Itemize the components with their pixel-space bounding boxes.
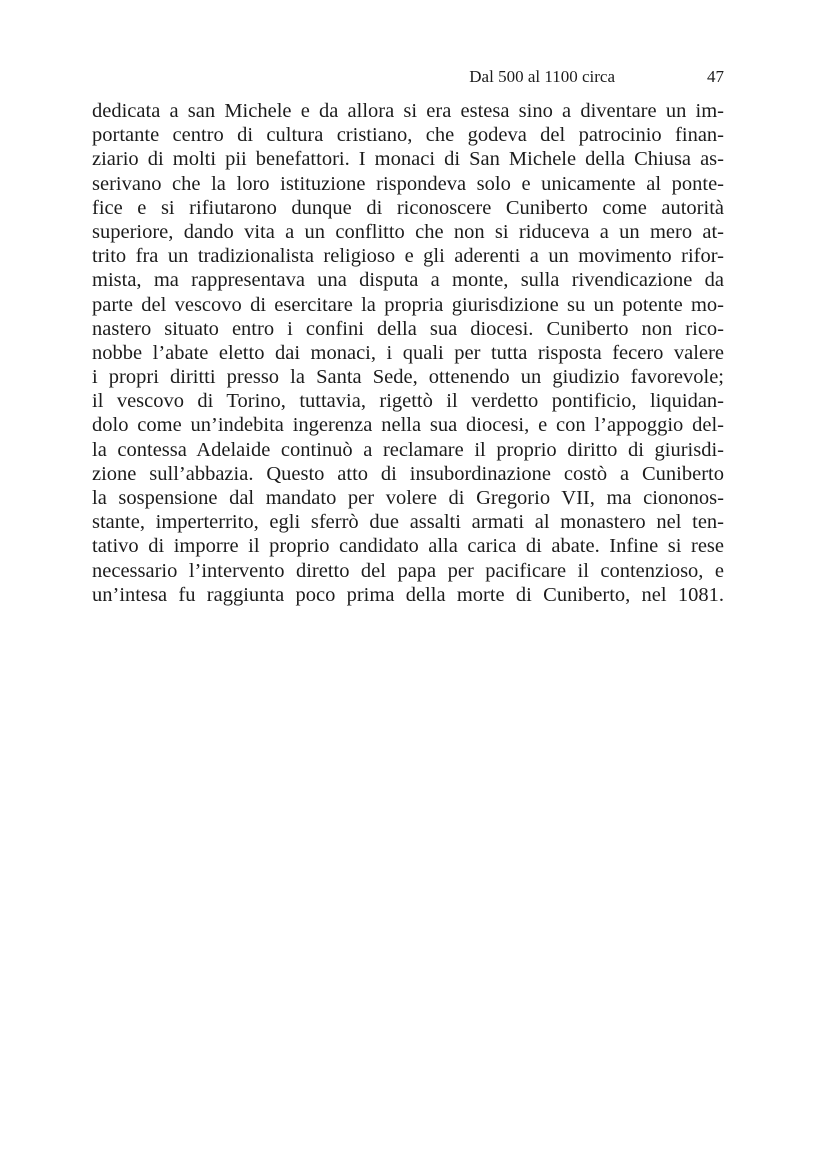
text-line: il vescovo di Torino, tuttavia, rigettò il verdetto pontificio, liquidan- (92, 390, 724, 413)
text-line: mista, ma rappresentava una disputa a monte, sulla rivendicazione da (92, 269, 724, 292)
text-line: un’intesa fu raggiunta poco prima della morte di Cuniberto, nel 1081. (92, 583, 724, 606)
text-line: fice e si rifiutarono dunque di riconoscere Cuniberto come autorità (92, 196, 724, 219)
text-line: tativo di imporre il proprio candidato alla carica di abate. Infine si rese (92, 535, 724, 558)
text-line: necessario l’intervento diretto del papa per pacificare il contenzioso, e (92, 559, 724, 582)
running-title: Dal 500 al 1100 circa (469, 67, 615, 86)
text-line: nastero situato entro i confini della sua diocesi. Cuniberto non rico- (92, 317, 724, 340)
page-number: 47 (707, 67, 724, 86)
text-line: nobbe l’abate eletto dai monaci, i quali per tutta risposta fecero valere (92, 341, 724, 364)
text-line: superiore, dando vita a un conflitto che non si riduceva a un mero at- (92, 220, 724, 243)
text-line: trito fra un tradizionalista religioso e gli aderenti a un movimento rifor- (92, 245, 724, 268)
text-line: ziario di molti pii benefattori. I monaci di San Michele della Chiusa as- (92, 148, 724, 171)
body-paragraph (92, 99, 724, 607)
text-line: serivano che la loro istituzione rispondeva solo e unicamente al ponte- (92, 172, 724, 195)
text-line: parte del vescovo di esercitare la propria giurisdizione su un potente mo- (92, 293, 724, 316)
text-line: dolo come un’indebita ingerenza nella sua diocesi, e con l’appoggio del- (92, 414, 724, 437)
text-line: portante centro di cultura cristiano, che godeva del patrocinio finan- (92, 124, 724, 147)
text-line: zione sull’abbazia. Questo atto di insubordinazione costò a Cuniberto (92, 462, 724, 485)
running-head (92, 64, 724, 90)
text-line: stante, imperterrito, egli sferrò due assalti armati al monastero nel ten- (92, 511, 724, 534)
text-line: i propri diritti presso la Santa Sede, ottenendo un giudizio favorevole; (92, 366, 724, 389)
text-line: la sospensione dal mandato per volere di Gregorio VII, ma ciononos- (92, 487, 724, 509)
text-line: dedicata a san Michele e da allora si era estesa sino a diventare un im- (92, 100, 724, 122)
text-line: la contessa Adelaide continuò a reclamare il proprio diritto di giurisdi- (92, 438, 724, 461)
